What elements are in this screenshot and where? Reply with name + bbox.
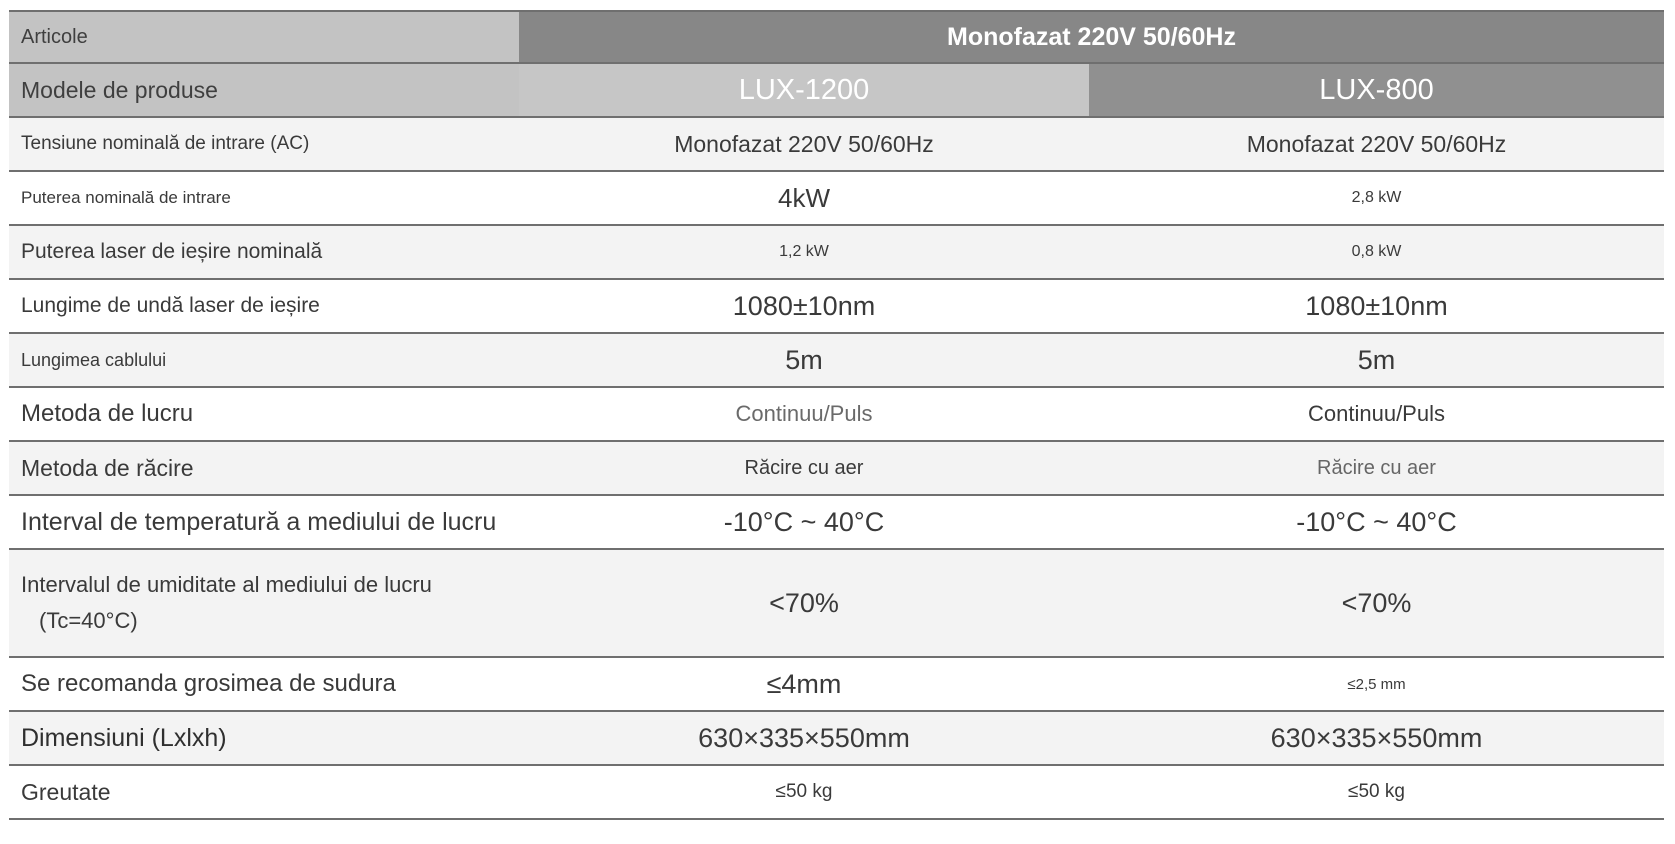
row-label xyxy=(9,550,519,656)
cell-model-a: ≤50 kg xyxy=(519,766,1089,818)
cell-model-b: 630×335×550mm xyxy=(1089,712,1664,764)
cell-model-b: 1080±10nm xyxy=(1089,280,1664,332)
table-row xyxy=(9,172,1664,226)
row-label: Se recomanda grosimea de sudura xyxy=(9,658,519,710)
spec-table xyxy=(9,10,1664,820)
cell-model-a: Răcire cu aer xyxy=(519,442,1089,494)
cell-model-b: <70% xyxy=(1089,550,1664,656)
table-row xyxy=(9,550,1664,658)
cell-model-a: 4kW xyxy=(519,172,1089,224)
header-row-supply xyxy=(9,10,1664,64)
cell-model-a: <70% xyxy=(519,550,1089,656)
table-row xyxy=(9,118,1664,172)
cell-model-b: 2,8 kW xyxy=(1089,172,1664,224)
cell-model-a: 1080±10nm xyxy=(519,280,1089,332)
row-label: Metoda de răcire xyxy=(9,442,519,494)
row-label-line1: Intervalul de umiditate al mediului de lucru xyxy=(21,572,432,597)
row-label: Greutate xyxy=(9,766,519,818)
cell-model-b: -10°C ~ 40°C xyxy=(1089,496,1664,548)
cell-model-a: 5m xyxy=(519,334,1089,386)
cell-model-b: Continuu/Puls xyxy=(1089,388,1664,440)
table-row xyxy=(9,766,1664,820)
row-label: Tensiune nominală de intrare (AC) xyxy=(9,118,519,170)
row-label: Lungimea cablului xyxy=(9,334,519,386)
row-label: Lungime de undă laser de ieșire xyxy=(9,280,519,332)
cell-model-b: 5m xyxy=(1089,334,1664,386)
cell-model-a: ≤4mm xyxy=(519,658,1089,710)
model-b-header: LUX-800 xyxy=(1089,64,1664,116)
row-label: Interval de temperatură a mediului de lucru xyxy=(9,496,519,548)
row-label-line2: (Tc=40°C) xyxy=(39,608,138,633)
table-row xyxy=(9,280,1664,334)
table-row xyxy=(9,442,1664,496)
cell-model-b: Monofazat 220V 50/60Hz xyxy=(1089,118,1664,170)
models-header: Modele de produse xyxy=(9,64,519,116)
table-row xyxy=(9,226,1664,280)
cell-model-b: ≤50 kg xyxy=(1089,766,1664,818)
header-row-models xyxy=(9,64,1664,118)
row-label: Puterea nominală de intrare xyxy=(9,172,519,224)
supply-header: Monofazat 220V 50/60Hz xyxy=(519,12,1664,62)
table-row xyxy=(9,658,1664,712)
cell-model-a: -10°C ~ 40°C xyxy=(519,496,1089,548)
table-row xyxy=(9,712,1664,766)
row-label: Metoda de lucru xyxy=(9,388,519,440)
cell-model-b: Răcire cu aer xyxy=(1089,442,1664,494)
cell-model-a: 1,2 kW xyxy=(519,226,1089,278)
cell-model-a: Monofazat 220V 50/60Hz xyxy=(519,118,1089,170)
table-row xyxy=(9,496,1664,550)
cell-model-a: 630×335×550mm xyxy=(519,712,1089,764)
cell-model-a: Continuu/Puls xyxy=(519,388,1089,440)
items-header: Articole xyxy=(9,12,519,62)
model-a-header: LUX-1200 xyxy=(519,64,1089,116)
cell-model-b: ≤2,5 mm xyxy=(1089,658,1664,710)
row-label: Puterea laser de ieșire nominală xyxy=(9,226,519,278)
table-row xyxy=(9,334,1664,388)
table-row xyxy=(9,388,1664,442)
row-label: Dimensiuni (Lxlxh) xyxy=(9,712,519,764)
cell-model-b: 0,8 kW xyxy=(1089,226,1664,278)
